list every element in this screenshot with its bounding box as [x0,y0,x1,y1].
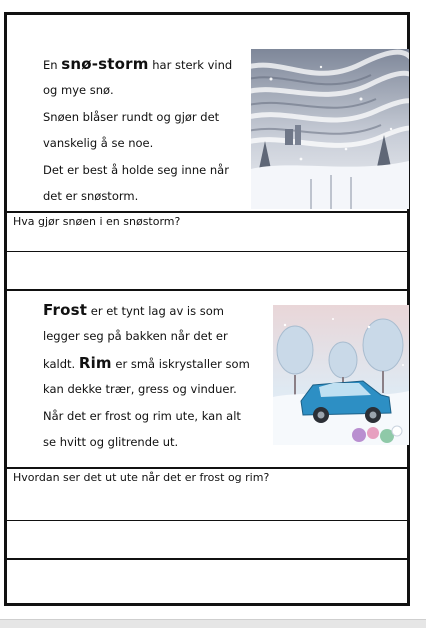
snowstorm-line-3: Snøen blåser rundt og gjør det [43,109,220,124]
divider [7,211,407,213]
answer-line [7,251,407,252]
snowstorm-image [251,49,409,209]
snowstorm-line-1: En snø-storm har sterk vind [43,55,233,73]
snowstorm-line-6: det er snøstorm. [43,188,139,203]
snowstorm-line-5: Det er best å holde seg inne når [43,162,229,177]
answer-line [7,520,407,521]
frost-paragraph [43,297,250,455]
snowstorm-line-4: vanskelig å se noe. [43,136,154,151]
snowstorm-paragraph [43,51,232,209]
frost-line-5: Når det er frost og rim ute, kan alt [43,408,241,423]
question-snowstorm: Hva gjør snøen i en snøstorm? [13,215,181,228]
term-snostorm: snø-storm [61,55,149,73]
frost-line-3: kaldt. Rim er små iskrystaller som [43,353,250,372]
frost-line-1: Frost er et tynt lag av is som [43,301,224,319]
section-divider [7,289,407,291]
question-frost: Hvordan ser det ut ute når det er frost og rim? [13,471,270,484]
snowstorm-line-2: og mye snø. [43,83,114,98]
frost-line-6: se hvitt og glitrende ut. [43,434,179,449]
term-frost: Frost [43,301,88,319]
frost-image [273,305,409,445]
worksheet [4,12,410,606]
frost-line-2: legger seg på bakken når det er [43,329,228,344]
divider [7,467,407,469]
answer-line [7,558,407,560]
term-rim: Rim [78,353,112,372]
page-bottom-edge [0,619,426,628]
frost-line-4: kan dekke trær, gress og vinduer. [43,382,237,397]
